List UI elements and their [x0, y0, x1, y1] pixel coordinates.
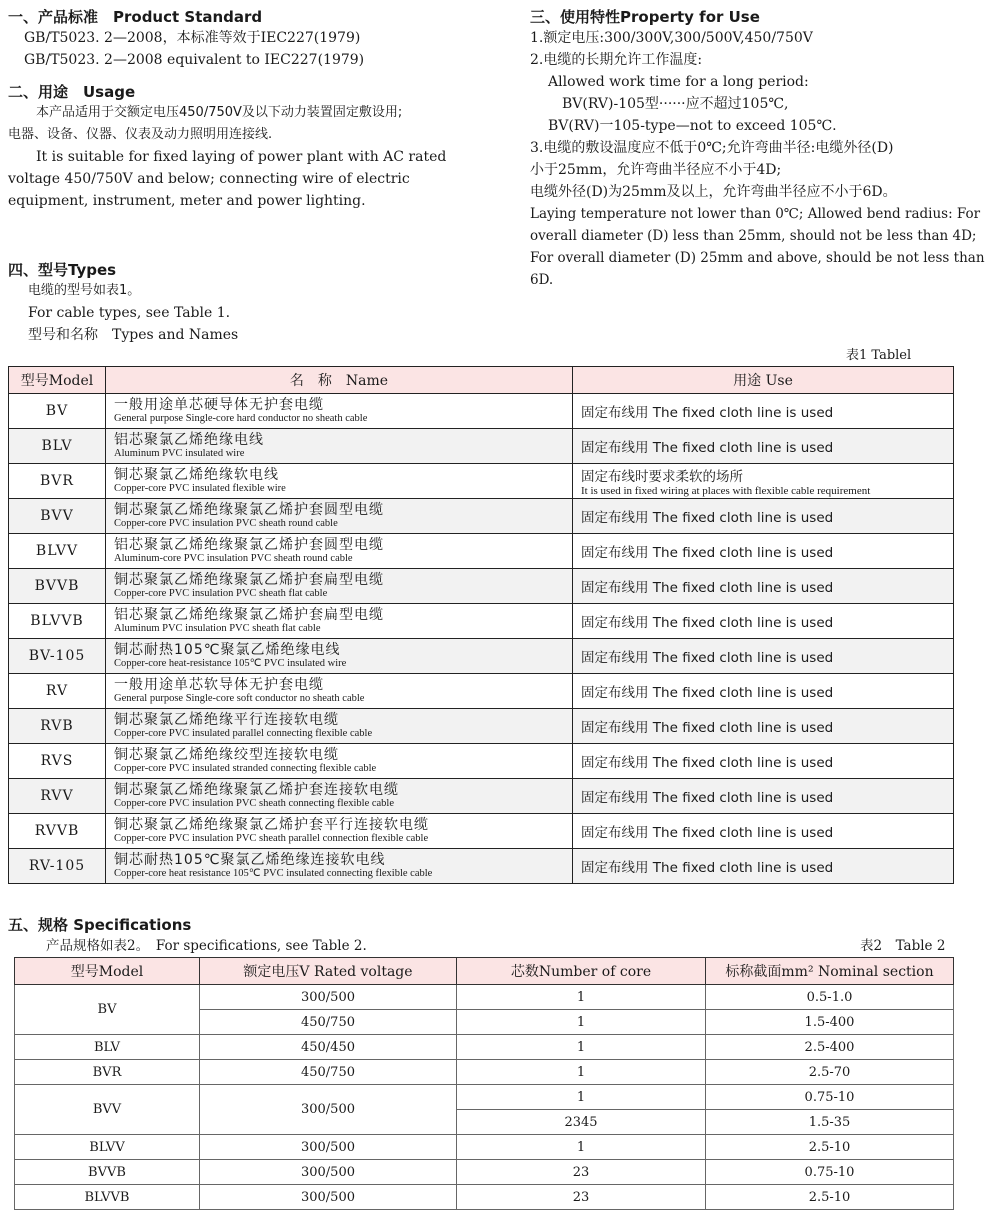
property-laying-zh2: 小于25mm，允许弯曲半径应不小于4D; [530, 162, 782, 178]
col-use: 用途 Use [573, 367, 954, 394]
use-en: It is used in fixed wiring at places with flexible cable requirement [581, 485, 871, 497]
name-zh: 铝芯聚氯乙烯绝缘电线 [114, 432, 264, 448]
cell-model: RVV [9, 779, 106, 814]
cell-use [573, 464, 954, 499]
name-en: General purpose Single-core hard conductor no sheath cable [114, 413, 368, 424]
name-zh: 铜芯耐热105℃聚氯乙烯绝缘连接软电线 [114, 852, 386, 868]
cell-use [573, 499, 954, 534]
cell-use [573, 744, 954, 779]
cell-name [106, 394, 573, 429]
cell-model: BLVVB [9, 604, 106, 639]
usage-en: It is suitable for fixed laying of power plant with AC rated voltage 450/750V and below; connecting wire of electric equipment, instrument, meter and power lighting. [8, 149, 447, 209]
property-temp-zh: BV(RV)-105型······应不超过105℃, [562, 96, 789, 112]
table-row [15, 1035, 954, 1060]
cell-name [106, 639, 573, 674]
cell-use [573, 569, 954, 604]
cell-model: RVB [9, 709, 106, 744]
name-zh: 一般用途单芯软导体无护套电缆 [114, 677, 324, 693]
name-zh: 铜芯聚氯乙烯绝缘软电线 [114, 467, 279, 483]
use-text: 固定布线用 The fixed cloth line is used [581, 650, 834, 666]
cell-name [106, 744, 573, 779]
name-zh: 铜芯聚氯乙烯绝缘绞型连接软电缆 [114, 747, 339, 763]
section-5-title: 五、规格 Specifications [8, 916, 192, 934]
table1-caption: 表1 Tablel [846, 348, 912, 363]
table2-caption: 表2 Table 2 [860, 938, 946, 954]
cell-cores: 1 [457, 1060, 706, 1085]
cell-voltage: 300/500 [200, 1160, 457, 1185]
name-en: Copper-core PVC insulated parallel connecting flexible cable [114, 728, 373, 739]
cell-model: BLV [15, 1035, 200, 1060]
table-row [9, 674, 954, 709]
cell-cores: 1 [457, 1085, 706, 1110]
cell-name [106, 814, 573, 849]
types-names-label: 型号和名称 Types and Names [28, 327, 239, 343]
usage-zh-line2: 电器、设备、仪器、仪表及动力照明用连接线. [8, 127, 273, 142]
table-row [9, 849, 954, 884]
cell-section: 0.75-10 [706, 1160, 954, 1185]
cell-voltage: 450/750 [200, 1060, 457, 1085]
cell-voltage: 300/500 [200, 1085, 457, 1135]
name-en: Aluminum PVC insulation PVC sheath flat cable [114, 623, 321, 634]
types-table [8, 366, 954, 884]
name-zh: 铜芯聚氯乙烯绝缘聚氯乙烯护套连接软电缆 [114, 782, 399, 798]
name-zh: 铜芯聚氯乙烯绝缘聚氯乙烯护套圆型电缆 [114, 502, 384, 518]
col-section: 标称截面mm² Nominal section [706, 958, 954, 985]
use-text: 固定布线用 The fixed cloth line is used [581, 510, 834, 526]
cell-model: BLVV [15, 1135, 200, 1160]
name-zh: 铜芯聚氯乙烯绝缘聚氯乙烯护套平行连接软电缆 [114, 817, 429, 833]
types-en: For cable types, see Table 1. [28, 305, 231, 321]
name-en: Copper-core heat resistance 105℃ PVC insulated connecting flexible cable [114, 868, 433, 879]
cell-use [573, 639, 954, 674]
table-header-row [15, 958, 954, 985]
cell-model: BV [9, 394, 106, 429]
cell-cores: 1 [457, 985, 706, 1010]
cell-name [106, 604, 573, 639]
name-zh: 铜芯聚氯乙烯绝缘平行连接软电缆 [114, 712, 339, 728]
use-text: 固定布线用 The fixed cloth line is used [581, 685, 834, 701]
cell-cores: 1 [457, 1135, 706, 1160]
cell-voltage: 450/450 [200, 1035, 457, 1060]
cell-cores: 2345 [457, 1110, 706, 1135]
section-1-title: 一、产品标准 Product Standard [8, 8, 263, 26]
table-row [15, 1060, 954, 1085]
cell-model: BLVVB [15, 1185, 200, 1210]
table-row [15, 1160, 954, 1185]
use-text: 固定布线用 The fixed cloth line is used [581, 545, 834, 561]
cell-voltage: 450/750 [200, 1010, 457, 1035]
cell-model: RVS [9, 744, 106, 779]
table-row [15, 1185, 954, 1210]
cell-model: RV [9, 674, 106, 709]
property-temp-en: BV(RV)一105-type—not to exceed 105℃. [548, 118, 837, 134]
cell-section: 0.75-10 [706, 1085, 954, 1110]
use-text: 固定布线时要求柔软的场所 [581, 469, 743, 485]
use-text: 固定布线用 The fixed cloth line is used [581, 405, 834, 421]
table-row [9, 779, 954, 814]
cell-name [106, 569, 573, 604]
standard-zh: GB/T5023. 2—2008，本标准等效于IEC227(1979) [24, 30, 361, 46]
name-en: Copper-core heat-resistance 105℃ PVC insulated wire [114, 658, 347, 669]
cell-name [106, 674, 573, 709]
use-text: 固定布线用 The fixed cloth line is used [581, 790, 834, 806]
cell-model: BVV [15, 1085, 200, 1135]
table-row [9, 639, 954, 674]
property-temp-en-title: Allowed work time for a long period: [548, 74, 809, 90]
name-en: Copper-core PVC insulation PVC sheath flat cable [114, 588, 328, 599]
cell-use [573, 849, 954, 884]
col-cores: 芯数Number of core [457, 958, 706, 985]
cell-name [106, 464, 573, 499]
cell-use [573, 779, 954, 814]
table-row [9, 709, 954, 744]
cell-name [106, 779, 573, 814]
cell-use [573, 709, 954, 744]
name-zh: 铝芯聚氯乙烯绝缘聚氯乙烯护套扁型电缆 [114, 607, 384, 623]
cell-model: BVR [9, 464, 106, 499]
table-row [15, 1085, 954, 1110]
name-zh: 铜芯耐热105℃聚氯乙烯绝缘电线 [114, 642, 341, 658]
name-zh: 铜芯聚氯乙烯绝缘聚氯乙烯护套扁型电缆 [114, 572, 384, 588]
cell-use [573, 534, 954, 569]
property-block [530, 27, 995, 291]
cell-model: RV-105 [9, 849, 106, 884]
cell-section: 1.5-35 [706, 1110, 954, 1135]
cell-model: BV [15, 985, 200, 1035]
cell-section: 1.5-400 [706, 1010, 954, 1035]
name-en: Copper-core PVC insulated stranded connecting flexible cable [114, 763, 377, 774]
table-row [9, 814, 954, 849]
cell-cores: 23 [457, 1185, 706, 1210]
name-en: Copper-core PVC insulated flexible wire [114, 483, 286, 494]
name-en: Copper-core PVC insulation PVC sheath parallel connection flexible cable [114, 833, 429, 844]
use-text: 固定布线用 The fixed cloth line is used [581, 720, 834, 736]
col-model: 型号Model [15, 958, 200, 985]
use-text: 固定布线用 The fixed cloth line is used [581, 580, 834, 596]
standard-en: GB/T5023. 2—2008 equivalent to IEC227(1979) [24, 52, 365, 68]
name-zh: 一般用途单芯硬导体无护套电缆 [114, 397, 324, 413]
spec-table [14, 957, 954, 1210]
name-en: Aluminum-core PVC insulation PVC sheath round cable [114, 553, 353, 564]
section-2-title: 二、用途 Usage [8, 83, 136, 101]
property-laying-zh1: 3.电缆的敷设温度应不低于0℃;允许弯曲半径:电缆外径(D) [530, 140, 894, 156]
table-row [9, 394, 954, 429]
table-header-row [9, 367, 954, 394]
name-zh: 铝芯聚氯乙烯绝缘聚氯乙烯护套圆型电缆 [114, 537, 384, 553]
cell-cores: 23 [457, 1160, 706, 1185]
section-3-title: 三、使用特性Property for Use [530, 8, 760, 26]
cell-section: 2.5-10 [706, 1135, 954, 1160]
usage-zh-line1: 本产品适用于交额定电压450/750V及以下动力装置固定敷设用; [36, 105, 403, 120]
property-laying-en: Laying temperature not lower than 0℃; Allowed bend radius: For overall diameter (D) less than 25mm, should not be less than 4D; For overall diameter (D) 25mm and above, should be not less than 6D. [530, 206, 985, 288]
table-row [9, 744, 954, 779]
col-voltage: 额定电压V Rated voltage [200, 958, 457, 985]
types-zh: 电缆的型号如表1。 [28, 283, 141, 298]
name-en: Copper-core PVC insulation PVC sheath connecting flexible cable [114, 798, 395, 809]
cell-use [573, 814, 954, 849]
cell-model: BV-105 [9, 639, 106, 674]
cell-model: BLV [9, 429, 106, 464]
cell-cores: 1 [457, 1035, 706, 1060]
cell-section: 2.5-400 [706, 1035, 954, 1060]
name-en: General purpose Single-core soft conductor no sheath cable [114, 693, 365, 704]
property-temp-title: 2.电缆的长期允许工作温度: [530, 52, 703, 68]
cell-section: 2.5-10 [706, 1185, 954, 1210]
cell-voltage: 300/500 [200, 985, 457, 1010]
cell-name [106, 709, 573, 744]
property-laying-zh3: 电缆外径(D)为25mm及以上，允许弯曲半径应不小于6D。 [530, 184, 897, 200]
use-text: 固定布线用 The fixed cloth line is used [581, 615, 834, 631]
table-row [9, 569, 954, 604]
cell-use [573, 429, 954, 464]
section-4-title: 四、型号Types [8, 261, 117, 279]
spec-line: 产品规格如表2。 For specifications, see Table 2. [46, 938, 367, 954]
cell-section: 0.5-1.0 [706, 985, 954, 1010]
property-voltage: 1.额定电压:300/300V,300/500V,450/750V [530, 30, 813, 46]
cell-model: RVVB [9, 814, 106, 849]
cell-cores: 1 [457, 1010, 706, 1035]
cell-use [573, 394, 954, 429]
use-text: 固定布线用 The fixed cloth line is used [581, 440, 834, 456]
cell-section: 2.5-70 [706, 1060, 954, 1085]
cell-use [573, 674, 954, 709]
usage-zh [8, 102, 488, 146]
table-row [9, 499, 954, 534]
table-row [9, 534, 954, 569]
cell-voltage: 300/500 [200, 1185, 457, 1210]
table-row [15, 1135, 954, 1160]
cell-name [106, 849, 573, 884]
cell-name [106, 534, 573, 569]
cell-name [106, 499, 573, 534]
cell-model: BVR [15, 1060, 200, 1085]
col-name: 名 称 Name [106, 367, 573, 394]
col-model: 型号Model [9, 367, 106, 394]
use-text: 固定布线用 The fixed cloth line is used [581, 825, 834, 841]
cell-model: BLVV [9, 534, 106, 569]
use-text: 固定布线用 The fixed cloth line is used [581, 860, 834, 876]
table-row [15, 985, 954, 1010]
cell-use [573, 604, 954, 639]
name-en: Copper-core PVC insulation PVC sheath round cable [114, 518, 338, 529]
cell-model: BVVB [15, 1160, 200, 1185]
cell-name [106, 429, 573, 464]
use-text: 固定布线用 The fixed cloth line is used [581, 755, 834, 771]
cell-voltage: 300/500 [200, 1135, 457, 1160]
table-row [9, 429, 954, 464]
cell-model: BVVB [9, 569, 106, 604]
table-row [9, 604, 954, 639]
cell-model: BVV [9, 499, 106, 534]
name-en: Aluminum PVC insulated wire [114, 448, 245, 459]
table-row [9, 464, 954, 499]
